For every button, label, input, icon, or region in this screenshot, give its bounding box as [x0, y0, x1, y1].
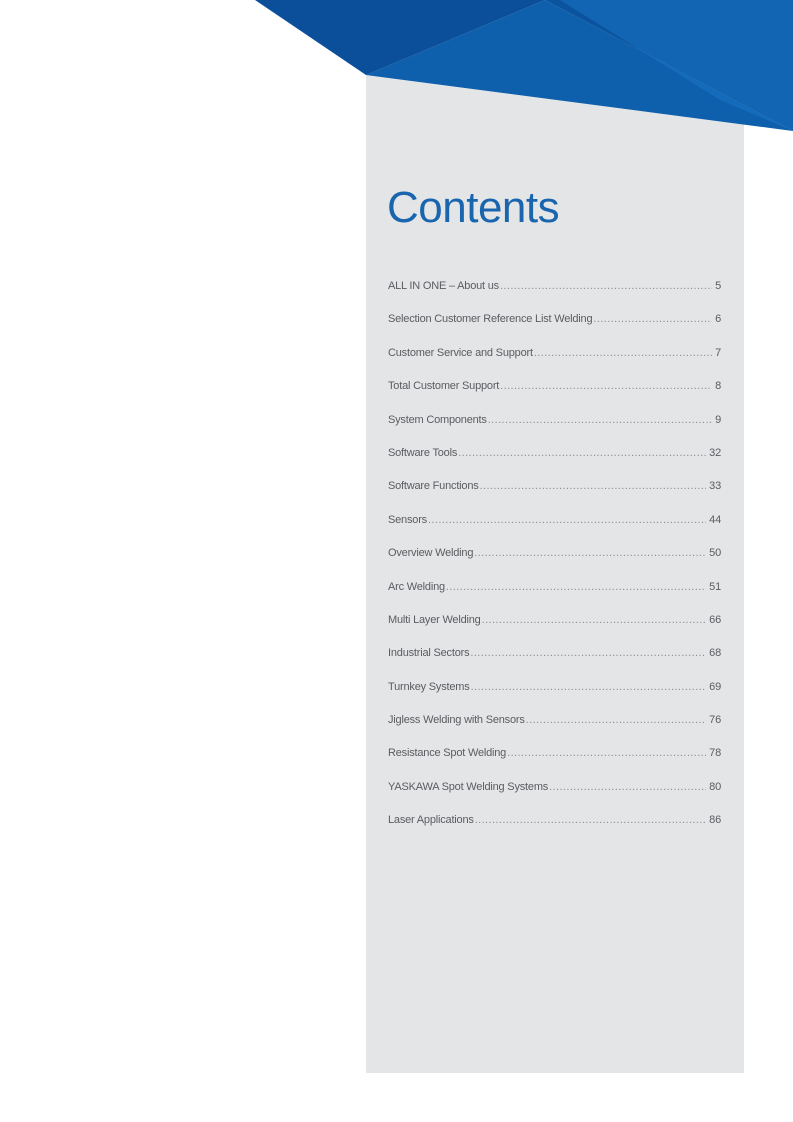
toc-entry-label: Turnkey Systems — [388, 680, 470, 693]
toc-entry-page-number: 80 — [709, 780, 721, 793]
toc-entry-label: YASKAWA Spot Welding Systems — [388, 780, 549, 793]
toc-entry[interactable] — [388, 514, 721, 547]
toc-leader-dots — [549, 781, 706, 793]
table-of-contents — [388, 280, 721, 848]
toc-leader-dots — [534, 347, 712, 359]
toc-entry-page-number: 68 — [709, 647, 721, 660]
toc-leader-dots — [507, 747, 706, 759]
toc-leader-dots — [428, 514, 706, 526]
header-graphic — [0, 0, 793, 140]
toc-entry[interactable] — [388, 814, 721, 847]
toc-entry-page-number: 66 — [709, 613, 721, 626]
toc-entry[interactable] — [388, 347, 721, 380]
toc-entry-label: Jigless Welding with Sensors — [388, 714, 525, 727]
toc-entry[interactable] — [388, 681, 721, 714]
toc-entry-label: Industrial Sectors — [388, 647, 470, 660]
toc-entry-page-number: 9 — [715, 413, 721, 426]
toc-entry-label: ALL IN ONE – About us — [388, 280, 499, 292]
toc-entry-label: Total Customer Support — [388, 380, 500, 393]
toc-entry-label: Multi Layer Welding — [388, 613, 481, 626]
toc-leader-dots — [458, 447, 706, 459]
toc-leader-dots — [482, 614, 707, 626]
toc-entry-label: Customer Service and Support — [388, 346, 533, 359]
toc-entry-page-number: 50 — [709, 547, 721, 560]
toc-leader-dots — [500, 380, 712, 392]
toc-entry[interactable] — [388, 714, 721, 747]
toc-entry[interactable] — [388, 747, 721, 780]
toc-entry-page-number: 51 — [709, 580, 721, 593]
toc-entry[interactable] — [388, 480, 721, 513]
toc-entry-label: Software Functions — [388, 480, 479, 493]
toc-entry[interactable] — [388, 547, 721, 580]
toc-entry-page-number: 8 — [715, 380, 721, 393]
toc-entry[interactable] — [388, 614, 721, 647]
toc-entry-label: Sensors — [388, 513, 427, 526]
toc-entry[interactable] — [388, 414, 721, 447]
toc-entry[interactable] — [388, 447, 721, 480]
toc-entry-label: System Components — [388, 413, 487, 426]
toc-entry-page-number: 44 — [709, 513, 721, 526]
toc-leader-dots — [480, 480, 707, 492]
toc-entry-label: Resistance Spot Welding — [388, 747, 507, 760]
toc-leader-dots — [446, 581, 706, 593]
toc-entry-page-number: 78 — [709, 747, 721, 760]
toc-leader-dots — [474, 547, 706, 559]
toc-entry-label: Software Tools — [388, 446, 458, 459]
toc-entry-page-number: 76 — [709, 714, 721, 727]
toc-entry[interactable] — [388, 647, 721, 680]
toc-entry-label: Selection Customer Reference List Welding — [388, 313, 593, 326]
toc-entry[interactable] — [388, 781, 721, 814]
toc-leader-dots — [500, 280, 712, 292]
toc-entry[interactable] — [388, 581, 721, 614]
page-title: Contents — [387, 183, 560, 232]
toc-leader-dots — [471, 681, 707, 693]
toc-entry-label: Laser Applications — [388, 814, 474, 827]
toc-entry-page-number: 7 — [715, 346, 721, 359]
toc-entry[interactable] — [388, 280, 721, 313]
toc-entry[interactable] — [388, 313, 721, 346]
toc-leader-dots — [475, 814, 706, 826]
toc-entry-page-number: 6 — [715, 313, 721, 326]
toc-entry-label: Overview Welding — [388, 547, 474, 560]
toc-leader-dots — [593, 313, 712, 325]
toc-leader-dots — [488, 414, 712, 426]
toc-entry-page-number: 69 — [709, 680, 721, 693]
toc-entry-page-number: 5 — [715, 280, 721, 292]
toc-entry-page-number: 86 — [709, 814, 721, 827]
toc-entry[interactable] — [388, 380, 721, 413]
toc-leader-dots — [526, 714, 707, 726]
toc-entry-page-number: 32 — [709, 446, 721, 459]
toc-entry-label: Arc Welding — [388, 580, 445, 593]
toc-leader-dots — [470, 647, 706, 659]
toc-entry-page-number: 33 — [709, 480, 721, 493]
